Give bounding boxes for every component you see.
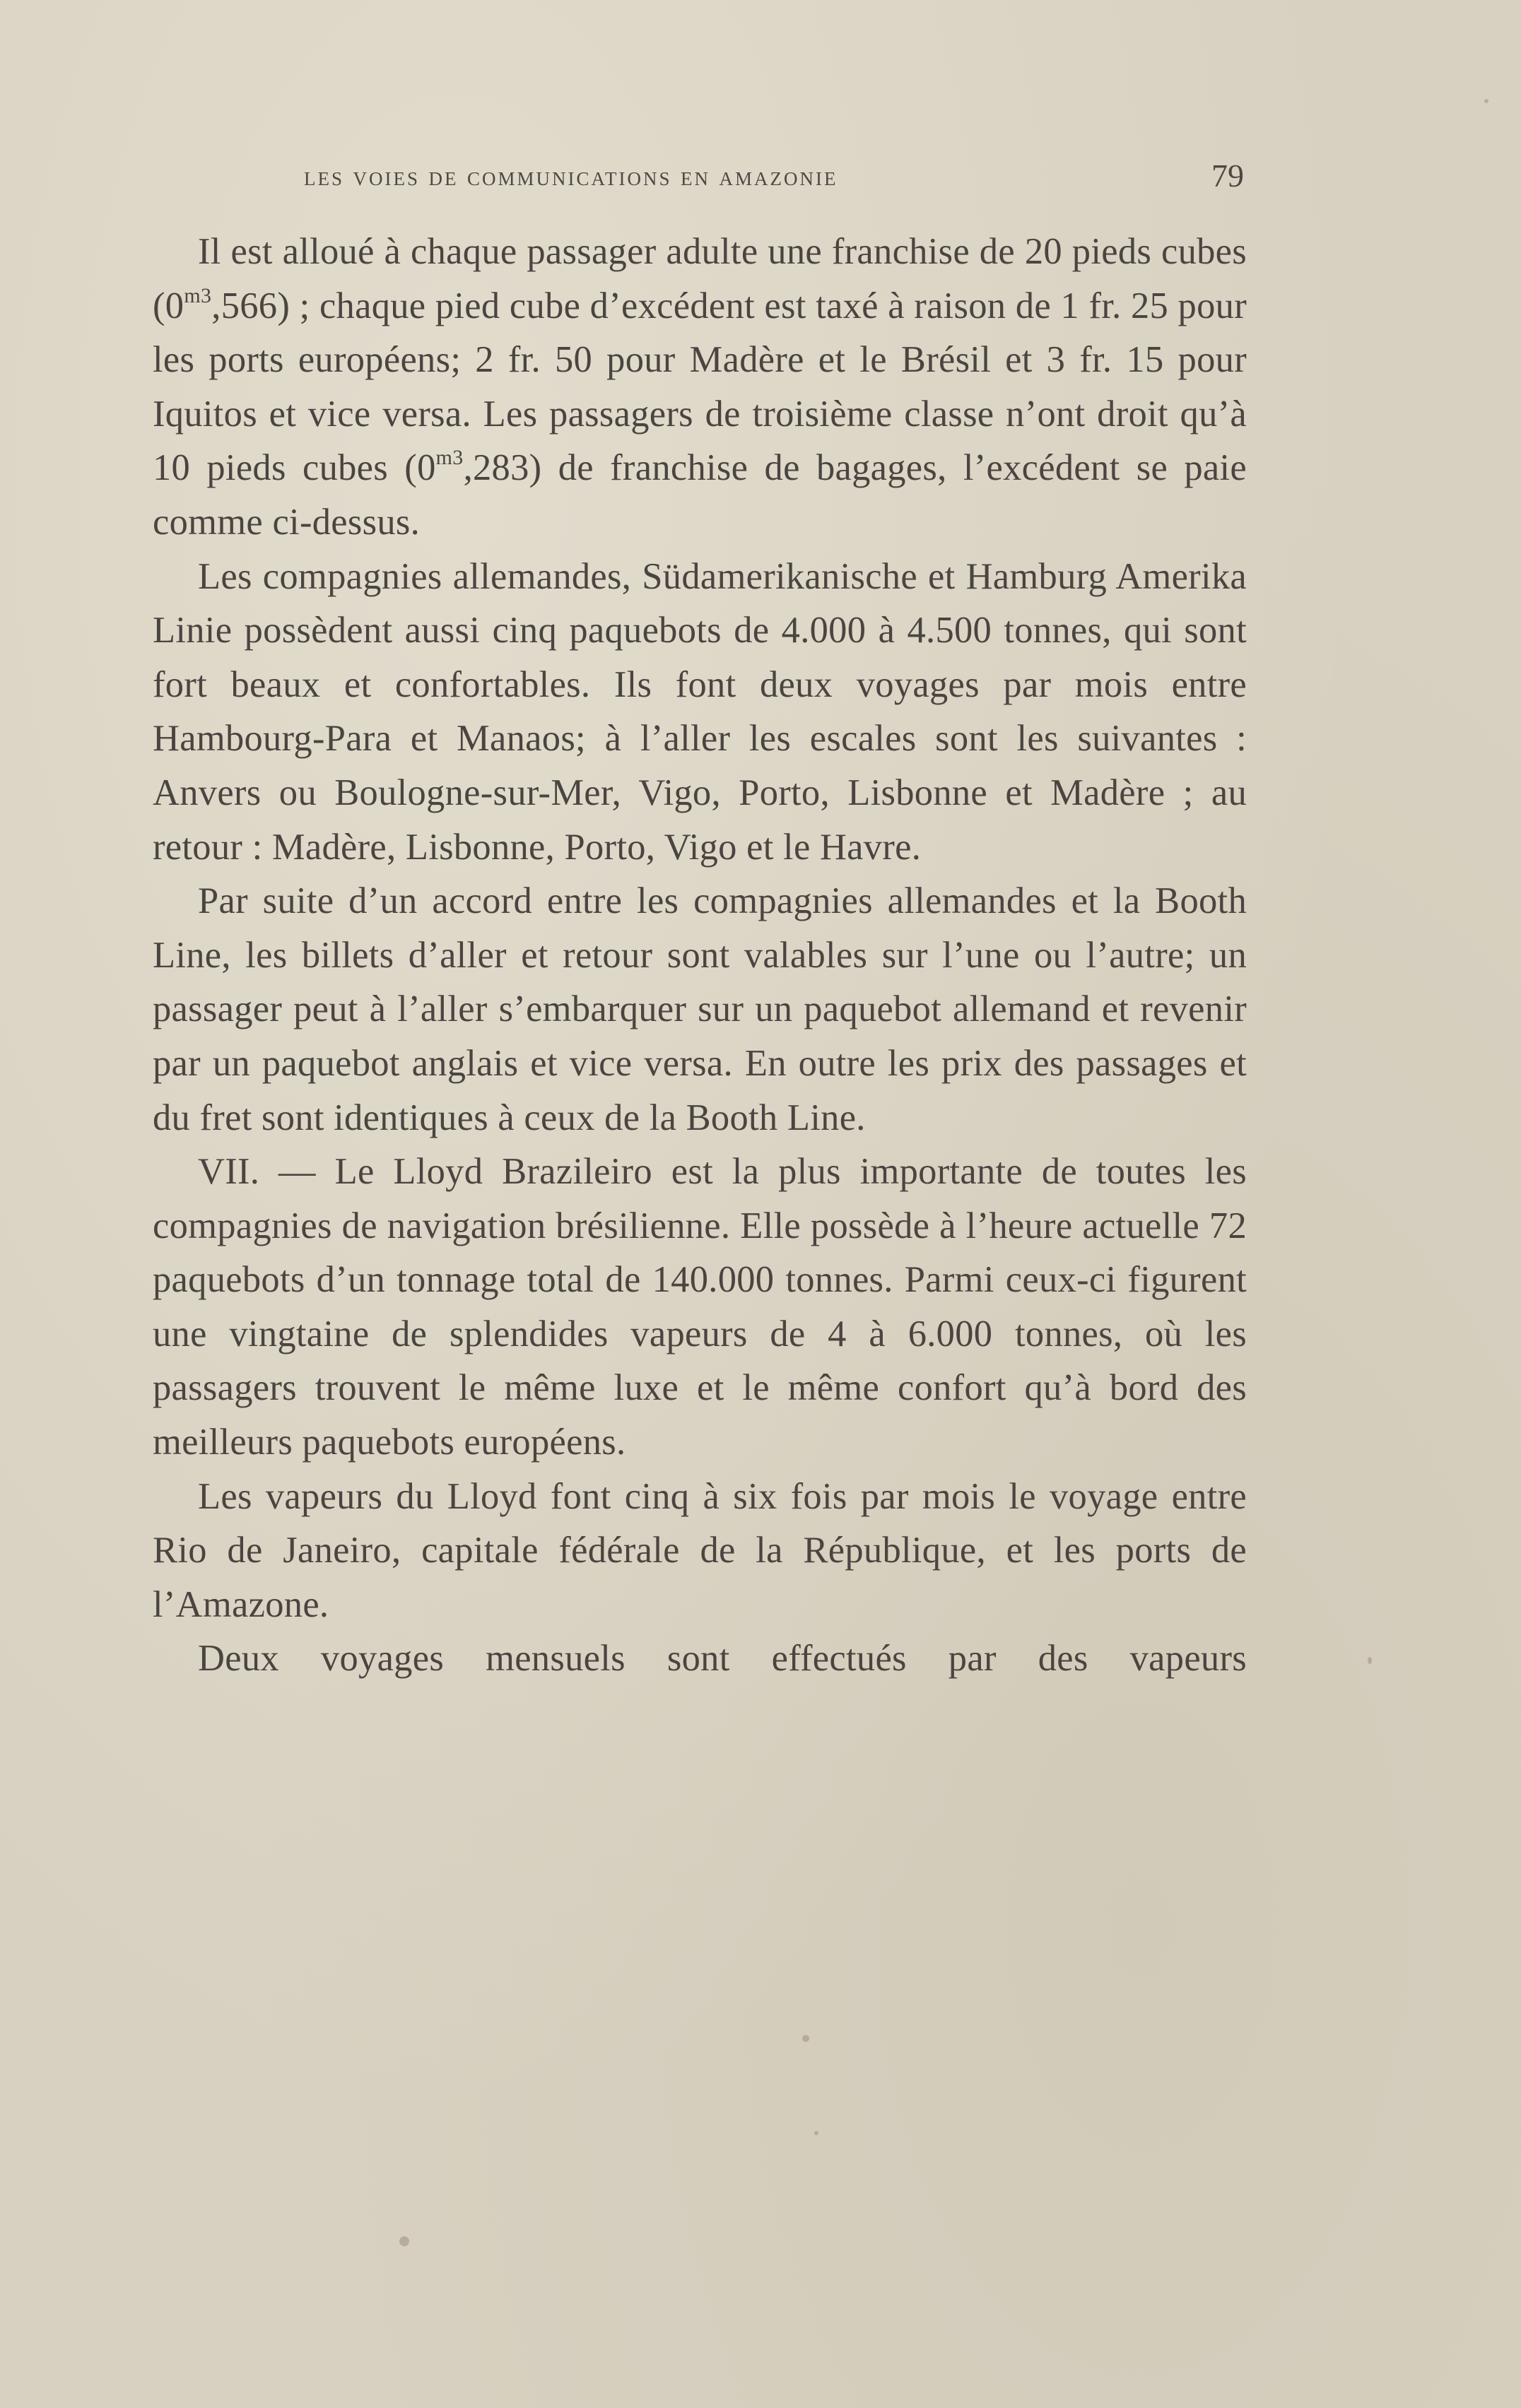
body-text bbox=[153, 225, 1247, 1686]
paper-speck bbox=[1368, 1657, 1372, 1664]
paper-speck bbox=[399, 2236, 409, 2246]
paragraph-monthly-voyages: Deux voyages mensuels sont effectués par des vapeurs bbox=[198, 1638, 1247, 1680]
page-number: 79 bbox=[1211, 158, 1244, 194]
paper-speck bbox=[1484, 99, 1488, 103]
paper-speck bbox=[814, 2131, 818, 2135]
unit-superscript: m3 bbox=[435, 446, 464, 470]
page-header bbox=[304, 158, 1244, 203]
paragraph-booth-line-agreement: Par suite d’un accord entre les compagnies allemandes et la Booth Line, les billets d’aller et retour sont valables sur l’une ou l’autre; un passager peut à l’aller s’embarquer sur un paquebot allemand et revenir par un paquebot anglais et vice versa. En outre les prix des passages et du fret sont identiques à ceux de la Booth Line. bbox=[153, 880, 1247, 1138]
paragraph-german-companies: Les compagnies allemandes, Südamerikanische et Hamburg Amerika Linie possèdent aussi cinq paquebots de 4.000 à 4.500 tonnes, qui sont fort beaux et confortables. Ils font deux voyages par mois entre Hambourg-Para et Manaos; à l’aller les escales sont les suivantes : Anvers ou Boulogne-sur-Mer, Vigo, Porto, Lisbonne et Madère ; au retour : Madère, Lisbonne, Porto, Vigo et le Havre. bbox=[153, 555, 1247, 868]
paragraph-lloyd-brazileiro: VII. — Le Lloyd Brazileiro est la plus importante de toutes les compagnies de navigation brésilienne. Elle possède à l’heure actuelle 72 paquebots d’un tonnage total de 140.000 tonnes. Parmi ceux-ci figurent une vingtaine de splendides vapeurs de 4 à 6.000 tonnes, où les passagers trouvent le même luxe et le même confort qu’à bord des meilleurs paquebots européens. bbox=[153, 1151, 1247, 1463]
paragraph-franchise-text-2: ,566) ; chaque pied cube d’excédent est taxé à raison de 1 fr. 25 pour les ports européens; 2 fr. 50 pour Madère et le Brésil et 3 fr. 15 pour Iquitos et vice versa. Les passagers de troisième classe n’ont droit qu’à 10 pieds cubes (0 bbox=[153, 285, 1247, 489]
unit-superscript: m3 bbox=[184, 283, 212, 307]
paragraph-franchise-text-3: ,283) de franchise de bagages, l’excédent se paie comme ci-dessus. bbox=[153, 447, 1247, 543]
paragraph-franchise-text-1: Il est alloué à chaque passager adulte une franchise de 20 pieds cubes (0 bbox=[153, 231, 1247, 326]
paragraph-franchise bbox=[153, 225, 1247, 550]
paragraph-lloyd-voyages: Les vapeurs du Lloyd font cinq à six fois par mois le voyage entre Rio de Janeiro, capitale fédérale de la République, et les ports de l’Amazone. bbox=[153, 1475, 1247, 1625]
running-title: les voies de communications en amazonie bbox=[304, 162, 838, 191]
paper-speck bbox=[802, 2035, 809, 2042]
